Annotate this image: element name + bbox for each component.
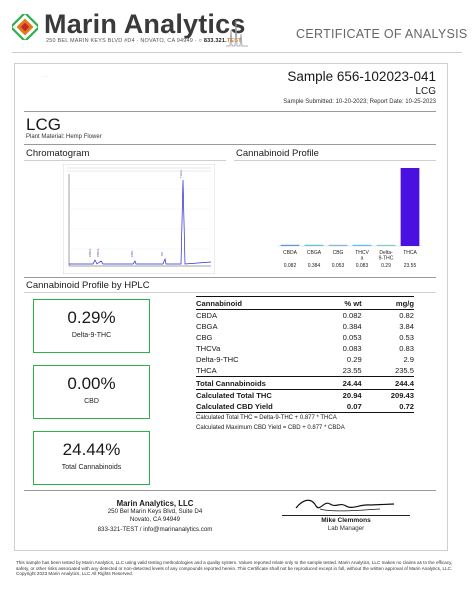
svg-text:CBDA: CBDA [88,248,92,257]
cell-name: CBGA [196,322,218,331]
svg-text:CBGA: CBGA [96,248,100,257]
brand-address: 250 BEL MARIN KEYS BLVD #D4 · NOVATO, CA 94949 · ○ 833.321.TEST [46,38,242,44]
signer-role: Lab Manager [327,525,365,532]
bar-category-label: 9-THC [378,255,394,262]
cell-name: CBG [196,333,213,342]
cell-pct: 0.083 [342,344,362,353]
table-row [196,343,414,354]
product-name: LCG [26,115,61,134]
lab-contact: 833-321-TEST / info@marinanalytics.com [97,526,213,533]
total-pct: 24.44 [309,377,361,390]
table-row [196,365,414,377]
document-title: CERTIFICATE OF ANALYSIS [296,27,468,41]
cell-mg: 0.53 [399,333,414,342]
table-row [196,321,414,332]
summary-value: 0.29% [67,308,116,327]
bar-value-label: 0.053 [331,263,345,269]
header-mg-g: mg/g [362,297,414,310]
table-row [196,354,414,365]
bar-value-label: 0.083 [355,263,369,269]
summary-label: Delta-9-THC [71,332,112,339]
bar-thcva [353,245,372,246]
sample-name: LCG [415,86,436,97]
summary-value: 0.00% [67,374,116,393]
footer-divider [24,490,436,491]
table-note-thc [196,413,414,424]
cell-mg: 0.83 [399,344,414,353]
cell-pct: 0.053 [342,333,362,342]
bar-category-label: CBG [332,250,344,256]
summary-box-cbd [33,365,150,419]
total-label: Total Cannabinoids [196,377,309,390]
calc-thc-mg: 209.43 [390,391,414,400]
frame-tag: · · · [42,74,49,79]
signer-name: Mike Clemmons [321,517,371,524]
note-cbd: Calculated Maximum CBD Yield = CBD + 0.877 * CBDA [196,425,345,431]
header-pct-wt: % wt [309,297,361,310]
chromatogram-image [63,164,215,274]
bar-category-label: THCA [403,250,417,256]
calc-thc-pct: 20.94 [342,391,362,400]
calc-cbd-label: Calculated CBD Yield [196,401,309,413]
svg-text:D9: D9 [160,252,164,256]
svg-text:CBG: CBG [130,250,134,257]
bar-value-label: 0.082 [283,263,297,269]
total-mg: 244.4 [362,377,414,390]
cannabinoid-bar-chart [278,164,422,274]
table-note-cbd [196,423,414,433]
summary-box-delta9 [33,299,150,353]
cell-pct: 23.55 [342,366,362,375]
bar-category-label: THCV [355,250,369,256]
cell-name: CBDA [196,311,218,320]
sample-divider [24,111,436,112]
cell-name: THCA [196,366,217,375]
summary-value: 24.44% [62,440,121,459]
hplc-divider [24,292,436,293]
signature-image [290,494,400,516]
bar-cbg [329,245,348,246]
header-divider [12,52,462,53]
summary-label: CBD [84,398,99,405]
bar-value-label: 23.55 [403,263,417,269]
calc-cbd-mg: 0.72 [362,401,414,413]
cell-mg: 2.9 [403,355,414,364]
cell-mg: 0.82 [399,311,414,320]
table-calc-thc-row [196,390,414,402]
bar-value-label: 0.384 [307,263,321,269]
chromatogram-peaks-icon [226,16,248,48]
cell-pct: 0.082 [342,311,362,320]
calc-thc-label: Calculated Total THC [196,391,272,400]
table-header-row [196,297,414,310]
disclaimer-text: This sample has been tested by Marin Analytics, LLC using valid testing methodologies and a quality system. Values reported relate only to the sample tested. Marin Analytics, LLC makes no claims as to the efficacy, safety, or other risks associated with any detected or non-detected levels of any compounds reported herein. This Certificate shall not be reproduced except in full, without the written approval of Marin Analytics, LLC. Copyright 2023 Marin Analytics, LLC All Rights Reserved. [16,560,453,577]
cell-name: Delta-9-THC [196,355,239,364]
chromatogram-heading: Chromatogram [26,148,90,159]
bar-category-label: Delta- [379,250,393,256]
note-thc: Calculated Total THC = Delta-9-THC + 0.877 * THCA [196,415,337,421]
summary-box-total [33,431,150,485]
bar-cbga [305,245,324,246]
header-cannabinoid: Cannabinoid [196,297,309,310]
sample-dates: Sample Submitted: 10-20-2023; Report Date: 10-25-2023 [283,99,436,105]
bar-delta-9-thc [377,245,396,246]
profile-divider [234,160,436,161]
chromatogram-divider [24,160,226,161]
bar-cbda [281,245,300,246]
table-row [196,310,414,322]
bar-category-label: a [360,255,364,262]
lab-address-2: Novato, CA 94949 [129,516,181,523]
product-divider [24,144,436,145]
signature-line [282,515,410,516]
sample-title: Sample 656-102023-041 [287,69,436,84]
cannabinoid-table [196,296,414,433]
cell-mg: 235.5 [394,366,414,375]
brand-name: Marin Analytics [44,9,246,39]
table-total-row [196,377,414,390]
plant-material: Plant Material: Hemp Flower [26,134,102,140]
summary-label: Total Cannabinoids [61,464,122,471]
bar-category-label: CBGA [306,250,322,256]
table-calc-cbd-row [196,401,414,413]
cell-pct: 0.29 [346,355,362,364]
brand-phone: ○ 833.321.TEST [198,38,242,44]
lab-address-1: 250 Bel Marin Keys Blvd, Suite D4 [107,508,203,515]
cell-mg: 3.84 [399,322,414,331]
bar-thca [401,168,420,246]
bar-category-label: CBDA [283,250,297,256]
svg-text:THCA: THCA [179,169,183,178]
marin-logo-icon [12,14,38,40]
cell-name: THCVa [196,344,221,353]
profile-heading: Cannabinoid Profile [236,148,319,159]
calc-cbd-pct: 0.07 [309,401,361,413]
table-row [196,332,414,343]
hplc-heading: Cannabinoid Profile by HPLC [26,280,150,291]
cell-pct: 0.384 [342,322,362,331]
profile-section-divider [24,277,436,278]
lab-name: Marin Analytics, LLC [116,499,194,508]
bar-value-label: 0.29 [381,263,391,269]
